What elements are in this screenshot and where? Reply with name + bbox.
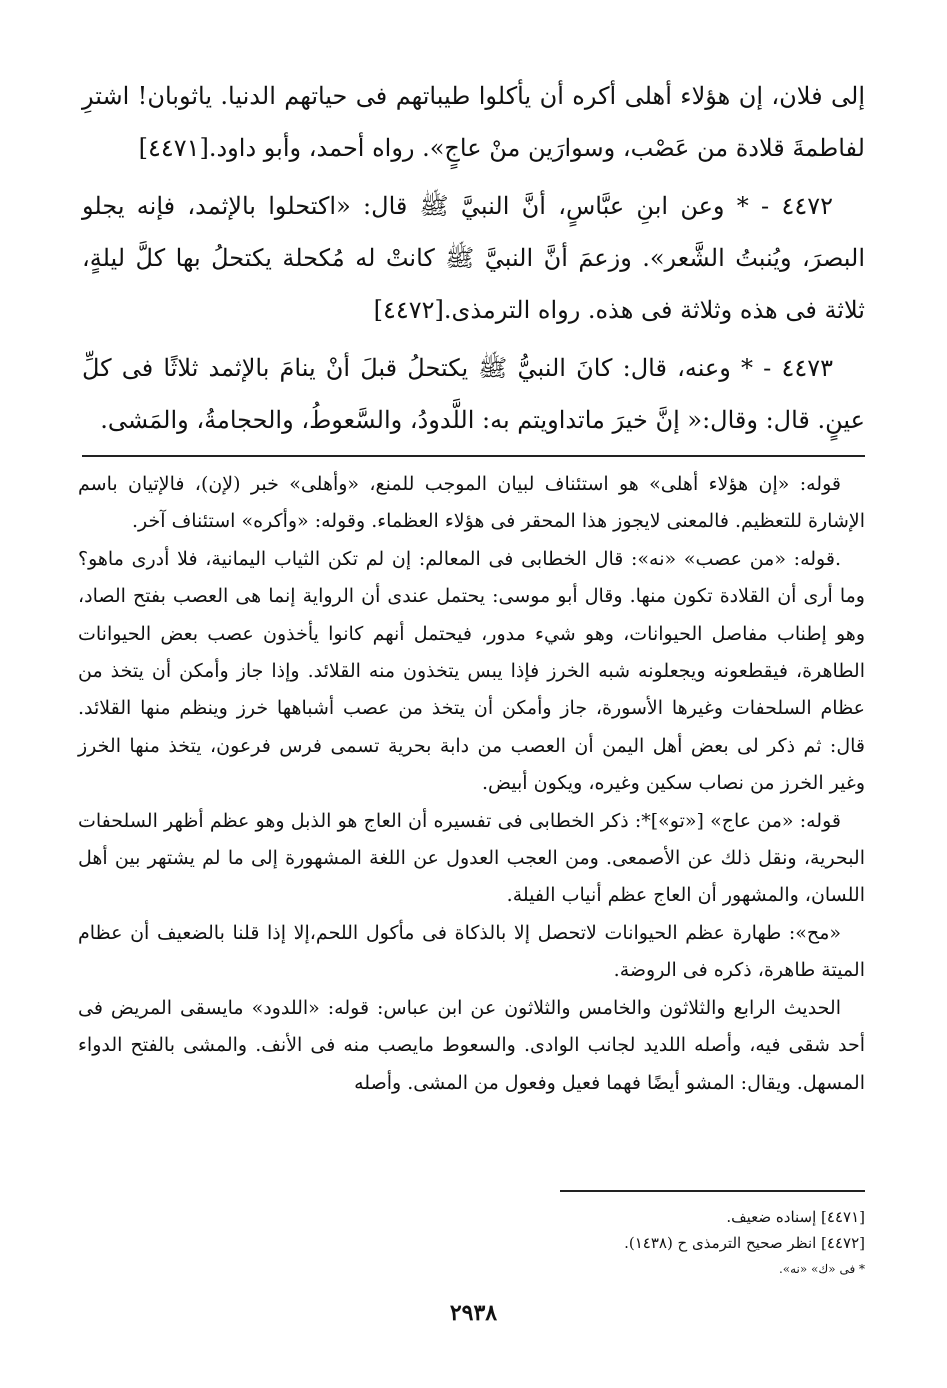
- commentary-paragraph: «مح»: طهارة عظم الحيوانات لاتحصل إلا بالذكاة فى مأكول اللحم،إلا إذا قلنا بالضعيف أن عظام الميتة طاهرة، ذكره فى الروضة.: [78, 921, 865, 982]
- footnote-4472: [٤٤٧٢] انظر صحيح الترمذى ح (١٤٣٨).: [624, 1234, 865, 1252]
- commentary-paragraph: الحديث الرابع والثلاثون والخامس والثلاثون عن ابن عباس: قوله: «اللدود» مايسقى المريض فى أحد شقى فيه، وأصله اللديد لجانب الوادى. والسعوط مايصب منه فى الأنف. والمشى بالفتح الدواء المسهل. ويقال: المشو أيضًا فهما فعيل وفعول من المشى. وأصله: [78, 996, 865, 1094]
- footnote-divider-line: [560, 1190, 865, 1192]
- page-number: ٢٩٣٨: [449, 1300, 498, 1326]
- commentary-block: [78, 466, 865, 1102]
- footnote-4471: [٤٤٧١] إسناده ضعيف.: [726, 1208, 865, 1226]
- hadith-text-block: [82, 70, 865, 452]
- commentary-paragraph: قوله: «إن هؤلاء أهلى» هو استئناف لبيان الموجب للمنع، «وأهلى» خبر (لإن)، فالإتيان باسم الإشارة للتعظيم. فالمعنى لايجوز هذا المحقر فى هؤلاء العظماء. وقوله: «وأكره» استئناف آخر.: [78, 473, 865, 533]
- hadith-paragraph-4471-end: إلى فلان، إن هؤلاء أهلى أكره أن يأكلوا طيباتهم فى حياتهم الدنيا. ياثوبان! اشترِ لفاطمةَ قلادة من عَصْب، وسوارَين منْ عاجٍ». رواه أحمد، وأبو داود.[٤٤٧١]: [82, 82, 866, 162]
- commentary-paragraph: قوله: «من عاج» [«تو»]*: ذكر الخطابى فى تفسيره أن العاج هو الذبل وهو عظم أظهر السلحفات البحرية، ونقل ذلك عن الأصمعى. ومن العجب العدول عن اللغة المشهورة إلى ما لم يشتهر بين أهل اللسان، والمشهور أن العاج عظم أنياب الفيلة.: [78, 809, 865, 907]
- hadith-paragraph-4473: ٤٤٧٣ - * وعنه، قال: كانَ النبيُّ ﷺ يكتحلُ قبلَ أنْ ينامَ بالإثمد ثلاثًا فى كلِّ عينٍ. قال: وقال:« إنَّ خيرَ ماتداويتم به: اللَّدودُ، والسَّعوطُ، والحجامةُ، والمَشى.: [82, 354, 865, 434]
- footnotes-block: [300, 1204, 865, 1282]
- footnote-star: * فى «ك» «نه».: [778, 1262, 865, 1276]
- main-divider-line: [82, 455, 865, 457]
- hadith-paragraph-4472: ٤٤٧٢ - * وعن ابنِ عبَّاسٍ، أنَّ النبيَّ ﷺ قال: «اكتحلوا بالإثمد، فإنه يجلو البصرَ، ويُنبتُ الشَّعر». وزعمَ أنَّ النبيَّ ﷺ كانتْ له مُكحلة يكتحلُ بها كلَّ ليلةٍ، ثلاثة فى هذه وثلاثة فى هذه. رواه الترمذى.[٤٤٧٢]: [82, 192, 865, 324]
- commentary-paragraph: .قوله: «من عصب» «نه»: قال الخطابى فى المعالم: إن لم تكن الثياب اليمانية، فلا أدرى ماهو؟ وما أرى أن القلادة تكون منها. وقال أبو موسى: يحتمل عندى أن الرواية إنما هى العصب بفتح الصاد، وهو إطناب مفاصل الحيوانات، وهو شيء مدور، فيحتمل أنهم كانوا يأخذون عصب بعض الحيوانات الطاهرة، فيقطعونه ويجعلونه شبه الخرز فإذا يبس يتخذون منه القلائد. وإذا جاز وأمكن أن يتخذ من عظام السلحفات وغيرها الأسورة، جاز وأمكن أن يتخذ من عصب أشباهها خرز وينظم منها القلائد. قال: ثم ذكر لى بعض أهل اليمن أن العصب من دابة بحرية تسمى فرس فرعون، يتخذ منها الخرز وغير الخرز من نصاب سكين وغيره، ويكون أبيض.: [78, 547, 865, 795]
